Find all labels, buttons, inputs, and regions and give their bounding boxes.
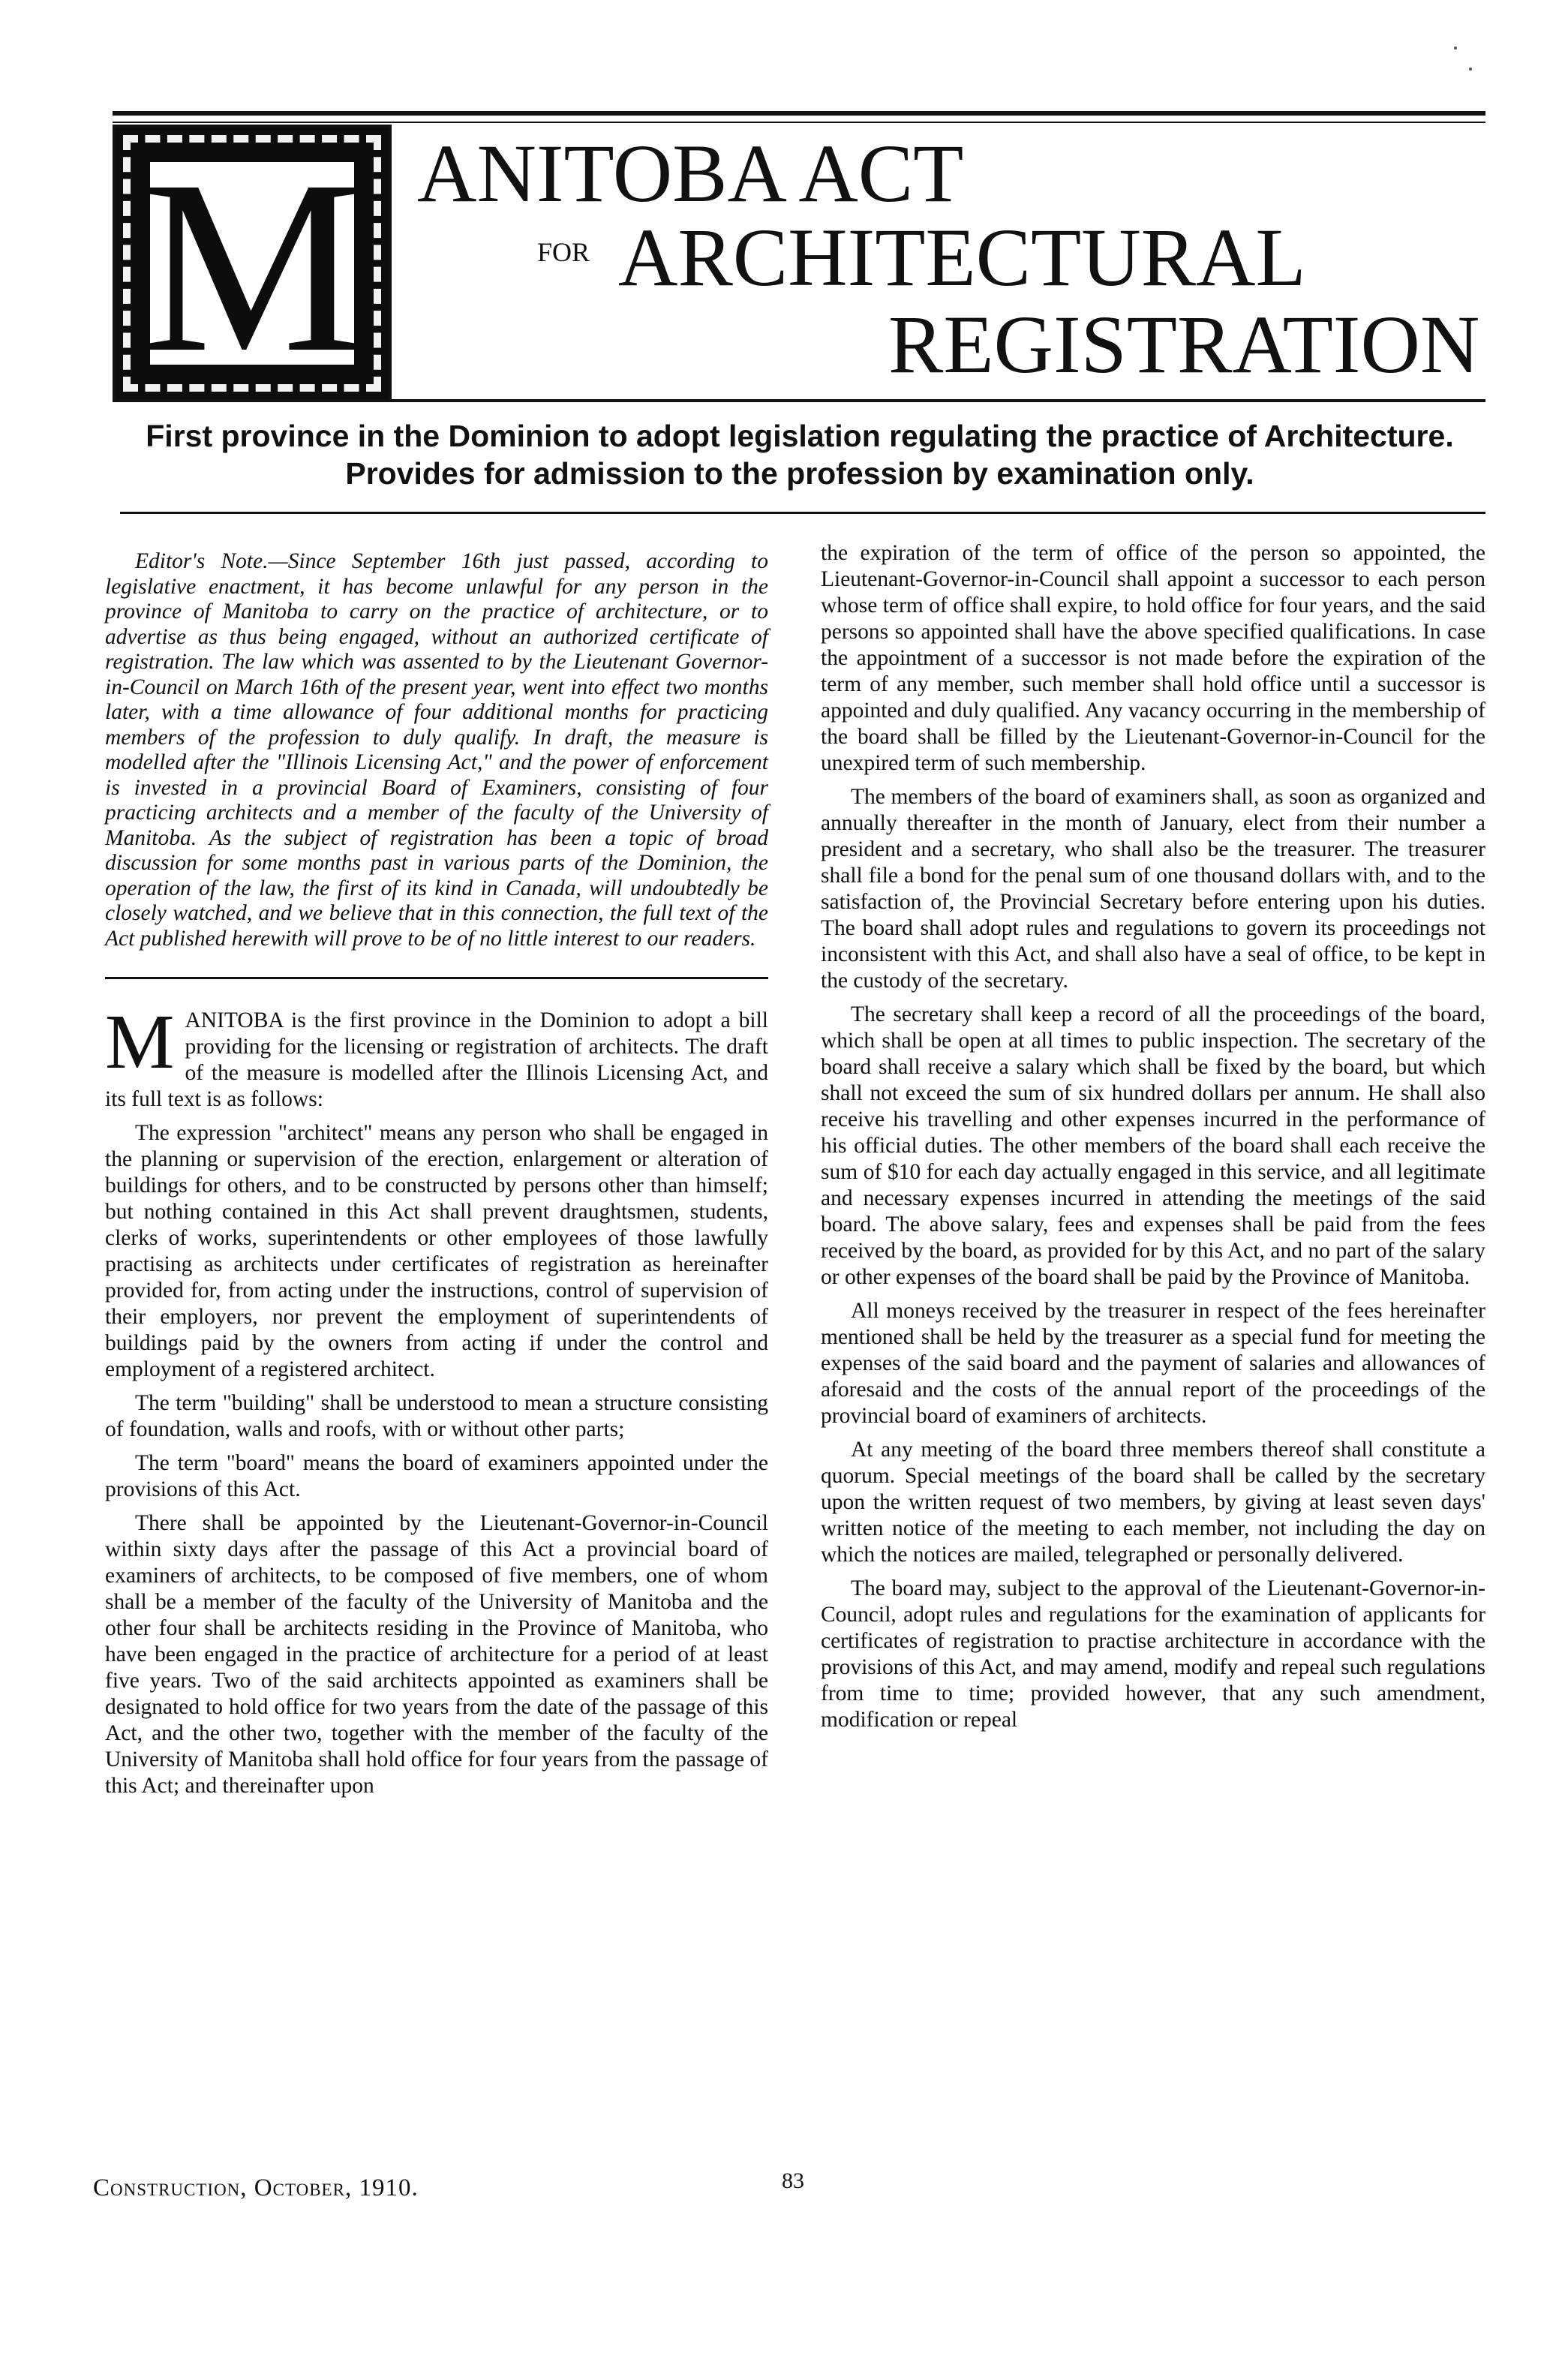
title-line-1: ANITOBA ACT [417, 128, 964, 219]
page-footer: Construction, October, 1910. [93, 2174, 419, 2201]
dropcap-letter: M [105, 999, 175, 1085]
intro-text: ANITOBA is the first province in the Dominion to adopt a bill providing for the licensing or registration of architects. The draft of the measure is modelled after the Illinois Licensing Act, and its full text is as follows: [105, 1008, 768, 1111]
editor-note: Editor's Note.—Since September 16th just passed, according to legislative enactment, it has become unlawful for any person in the province of Manitoba to carry on the practice of architecture, or to advertise as thus being engaged, without an authorized certificate of registration. The law which was assented to by the Lieutenant Governor-in-Council on March 16th of the present year, went into effect two months later, with a time allowance of four additional months for practicing members of the profession to duly qualify. In draft, the measure is modelled after the "Illinois Licensing Act," and the power of enforcement is invested in a provincial Board of Examiners, consisting of four practicing architects and a member of the faculty of the University of Manitoba. As the subject of registration has been a topic of broad discussion for some months past in various parts of the Dominion, the operation of the law, the first of its kind in Canada, will undoubtedly be closely watched, and we believe that in this connection, the full text of the Act published herewith will prove to be of no little interest to our readers. [105, 549, 768, 951]
right-paragraph: The members of the board of examiners shall, as soon as organized and annually thereafter in the month of January, elect from their number a president and a secretary, who shall also be the treasurer. The treasurer shall file a bond for the penal sum of one thousand dollars with, and to the satisfaction of, the Provincial Secretary before entering upon his duties. The board shall adopt rules and regulations to govern its proceedings not inconsistent with this Act, and shall also have a seal of office, to be kept in the custody of the secretary. [821, 785, 1485, 993]
title-bottom-rule [113, 399, 1485, 402]
right-paragraph: All moneys received by the treasurer in respect of the fees hereinafter mentioned shall be held by the treasurer as a special fund for meeting the expenses of the said board and the payment of salaries and allowances of aforesaid and the costs of the annual report of the proceedings of the provincial board of examiners of architects. [821, 1299, 1485, 1428]
title-line-3: REGISTRATION [888, 299, 1480, 390]
subtitle-rule [120, 512, 1485, 514]
left-column [105, 540, 768, 1807]
intro-paragraph [105, 999, 768, 1113]
page-number: 83 [782, 2168, 804, 2193]
right-column [821, 540, 1485, 1741]
left-paragraph: The expression "architect" means any person who shall be engaged in the planning or supervision of the erection, enlargement or alteration of buildings for others, and to be constructed by persons other than himself; but nothing contained in this Act shall prevent draughtsmen, students, clerks of works, superintendents or other employees of those lawfully practising as architects under certificates of registration as hereinafter provided for, from acting under the instructions, control of supervision of their employers, nor prevent the employment of superintendents of buildings paid by the owners from acting if under the control and employment of a registered architect. [105, 1121, 768, 1381]
left-paragraph: There shall be appointed by the Lieutenant-Governor-in-Council within sixty days after the passage of this Act a provincial board of examiners of architects, to be composed of five members, one of whom shall be a member of the faculty of the University of Manitoba and the other four shall be architects residing in the Province of Manitoba, who have been engaged in the practice of architecture for a period of at least five years. Two of the said architects appointed as examiners shall be designated to hold office for two years from the date of the passage of this Act, and the other two, together with the member of the faculty of the University of Manitoba shall hold office for four years from the passage of this Act; and thereinafter upon [105, 1511, 768, 1798]
right-paragraph: The secretary shall keep a record of all the proceedings of the board, which shall be open at all times to public inspection. The secretary of the board shall receive a salary which shall be fixed by the board, but which shall not exceed the sum of six hundred dollars per annum. He shall also receive his travelling and other expenses incurred in the performance of his official duties. The other members of the board shall each receive the sum of $10 for each day actually engaged in this service, and all legitimate and necessary expenses incurred in attending the meetings of the said board. The above salary, fees and expenses shall be paid from the fees received by the board, as provided for by this Act, and no part of the salary or other expenses of the board shall be paid by the Province of Manitoba. [821, 1002, 1485, 1289]
decorative-initial [113, 125, 392, 402]
scan-speck [1454, 47, 1457, 50]
title-line-2: ARCHITECTURAL [618, 212, 1306, 303]
title-top-rule-thin [113, 122, 1485, 123]
left-paragraph: The term "board" means the board of examiners appointed under the provisions of this Act. [105, 1451, 768, 1501]
scan-speck [1469, 68, 1472, 71]
article-subtitle: First province in the Dominion to adopt legislation regulating the practice of Architecture. Provides for admission to the profession by examination only. [146, 419, 1454, 491]
right-paragraph: the expiration of the term of office of the person so appointed, the Lieutenant-Governor-in-Council shall appoint a successor to each person whose term of office shall expire, to hold office for four years, and the said persons so appointed shall have the above specified qualifications. In case the appointment of a successor is not made before the expiration of the term of any member, such member shall hold office until a successor is appointed and duly qualified. Any vacancy occurring in the membership of the board shall be filled by the Lieutenant-Governor-in-Council for the unexpired term of such membership. [821, 541, 1485, 775]
title-top-rule [113, 111, 1485, 116]
right-paragraph: The board may, subject to the approval of the Lieutenant-Governor-in-Council, adopt rules and regulations for the examination of applicants for certificates of registration to practise architecture in accordance with the provisions of this Act, and may amend, modify and repeal such regulations from time to time; provided however, that any such amendment, modification or repeal [821, 1576, 1485, 1732]
left-paragraph: The term "building" shall be understood to mean a structure consisting of foundation, walls and roofs, with or without other parts; [105, 1391, 768, 1441]
initial-letter-frame [142, 130, 362, 402]
title-for-word: FOR [537, 237, 590, 267]
right-paragraph: At any meeting of the board three members thereof shall constitute a quorum. Special meetings of the board shall be called by the secretary upon the written request of two members, by giving at least seven days' written notice of the meeting to each member, not including the day on which the notices are mailed, telegraphed or personally delivered. [821, 1438, 1485, 1567]
editor-note-rule [105, 977, 768, 979]
initial-letter: M [142, 130, 362, 402]
